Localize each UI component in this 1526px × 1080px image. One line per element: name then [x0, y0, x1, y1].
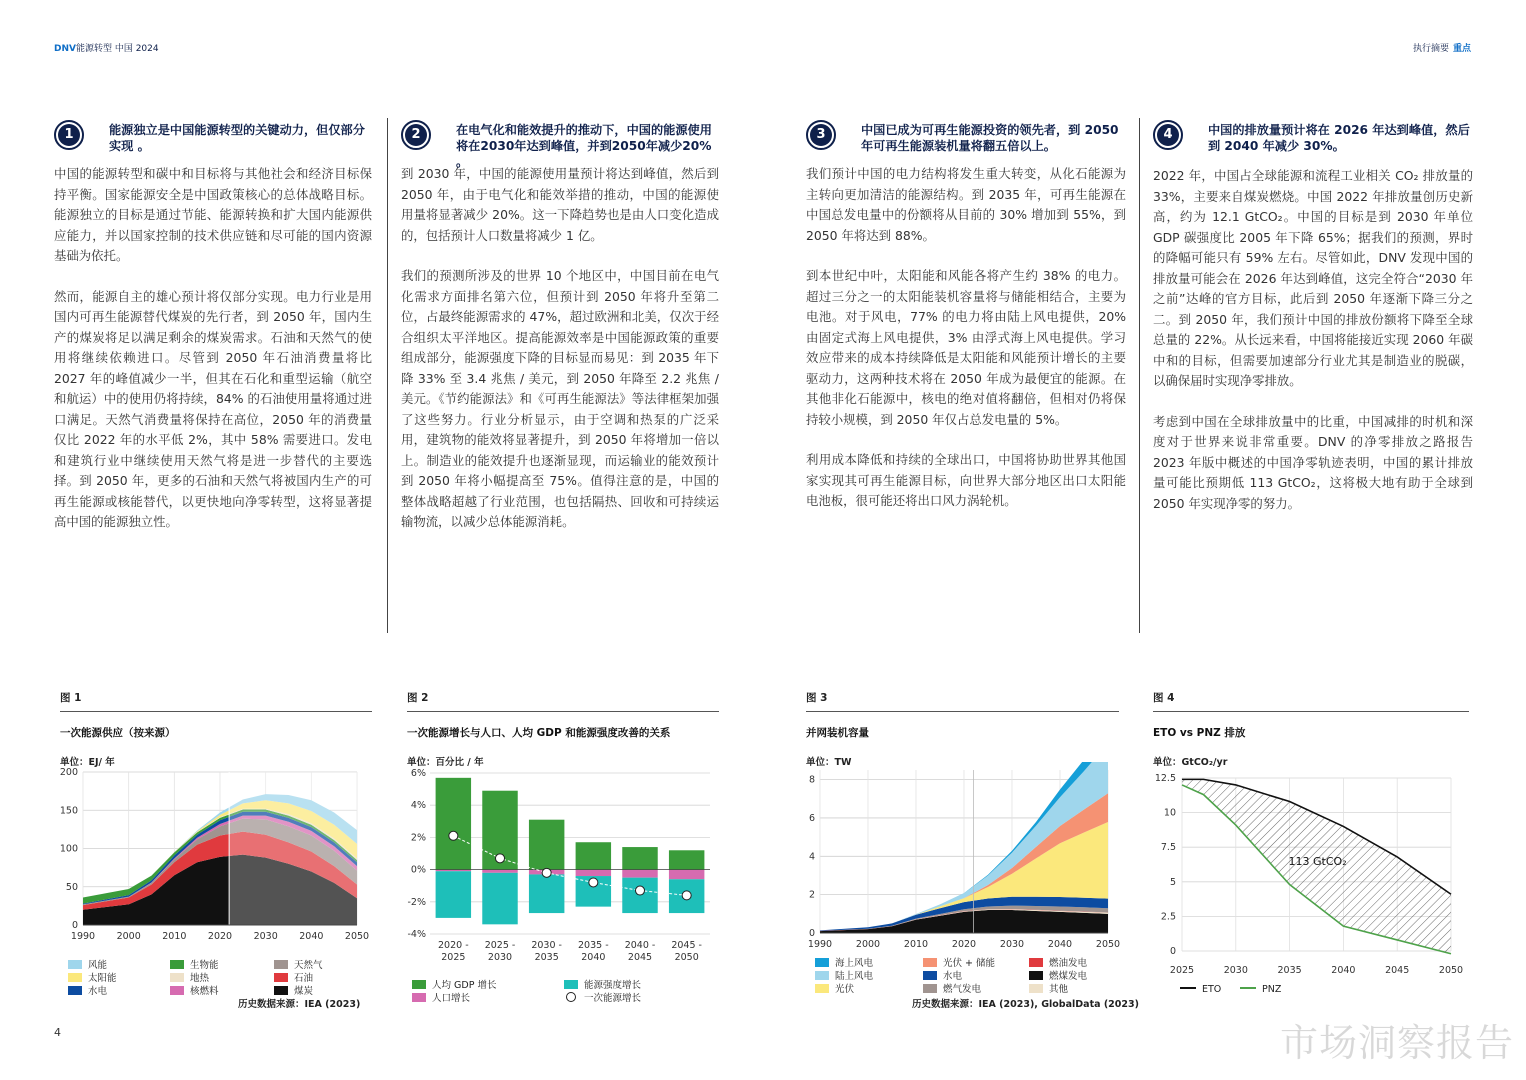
figure-label: 图 4 [1153, 692, 1175, 704]
legend-item: 光伏 [815, 981, 854, 995]
legend-item: 人口增长 [412, 990, 470, 1004]
figure-3 [806, 690, 1119, 768]
x-tick-label: 2045 [1385, 965, 1410, 976]
y-tick-label: 12.5 [1154, 773, 1176, 784]
projection-shade [229, 772, 357, 925]
legend-item: 煤炭 [274, 983, 313, 997]
figure-unit: 单位：EJ/ 年 [60, 757, 115, 768]
key-point-heading: 能源独立是中国能源转型的关键动力，但仅部分实现 。 [109, 123, 365, 153]
y-tick-label: 6% [410, 768, 426, 779]
number-badge: 4 [1153, 120, 1183, 150]
x-tick-label: 2025 - [484, 940, 516, 951]
key-point-4 [1153, 118, 1473, 534]
figure-title: 一次能源供应（按来源） [60, 727, 176, 739]
legend-item: 太阳能 [68, 970, 117, 984]
y-tick-label: 0 [1169, 946, 1176, 957]
legend-item: 光伏 + 储能 [923, 955, 995, 969]
legend-item: 其他 [1029, 981, 1068, 995]
figure-4-legend [1180, 984, 1380, 998]
x-tick-label: 2000 [116, 931, 141, 942]
header-title: DNV能源转型 中国 2024 [54, 44, 159, 54]
legend-item: 生物能 [170, 957, 219, 971]
legend-item: 能源强度增长 [564, 977, 641, 991]
legend-item: 核燃料 [170, 983, 219, 997]
gap-annotation: 113 GtCO₂ [1288, 855, 1347, 869]
x-tick-label: 2020 [207, 931, 233, 942]
y-tick-label: -4% [407, 929, 426, 940]
x-tick-label: 2030 - [531, 940, 562, 951]
y-tick-label: 0 [808, 928, 815, 939]
y-tick-label: 50 [65, 881, 78, 893]
legend-item: 燃煤发电 [1029, 968, 1087, 982]
y-tick-label: 0 [71, 920, 78, 931]
paragraph: 利用成本降低和持续的全球出口，中国将协助世界其他国家实现其可再生能源目标，向世界大部分地区出口太阳能电池板，很可能还将出口风力涡轮机。 [806, 452, 1126, 508]
watermark: 市场洞察报告 [1279, 1021, 1514, 1065]
y-tick-label: 7.5 [1160, 842, 1176, 854]
legend-item: 风能 [68, 957, 107, 971]
x-tick-label: 2050 [344, 931, 370, 942]
y-tick-label: 0% [410, 864, 426, 876]
paragraph: 我们的预测所涉及的世界 10 个地区中，中国目前在电气化需求方面排名第六位，但预计到 2050 年将升至第二位，占最终能源需求的 47%，超过欧洲和北美，仅次于经合组织太平洋地区。提高能源效率是中国能源政策的重要组成部分，能源强度下降的目标显而易见：到 2035 年下降 33% 至 3.4 兆焦 / 美元，到 2050 年降至 2.2 兆焦 / 美元。《节约能源法》和《可再生能源法》等法律框架加强了这些努力。行业分析显示，由于空调和热泵的广泛采用，建筑物的能效将显著提升，到 2050 年将增加一倍以上。制造业的能效提升也逐渐显现，而运输业的能效预计到 2050 年将小幅提高至 75%。值得注意的是，中国的整体战略超越了行业范围，也包括隔热、回收和可持续运输物流，以减少总体能源消耗。 [401, 268, 719, 529]
x-tick-label: 2045 [627, 952, 653, 963]
primary-energy-point [449, 831, 458, 840]
x-tick-label: 2035 - [578, 940, 609, 951]
figure-3-chart [798, 762, 1123, 954]
legend-item: 陆上风电 [815, 968, 873, 982]
area-燃煤发电 [820, 910, 1108, 933]
bar-人均 GDP 增长 [436, 778, 471, 870]
legend-item: 天然气 [274, 957, 323, 971]
figure-3-legend [815, 955, 1125, 995]
y-tick-label: -2% [407, 896, 426, 908]
x-tick-label: 2040 [1047, 939, 1073, 950]
y-tick-label: 200 [59, 767, 78, 778]
x-tick-label: 2040 [1331, 965, 1356, 976]
paragraph: 2022 年，中国占全球能源和流程工业相关 CO₂ 排放量的 33%，主要来自煤炭燃烧。中国 2022 年排放量创历史新高，约为 12.1 GtCO₂。中国的目标是到 2030 年单位 GDP 碳强度比 2005 年下降 65%；据我们的预测，界时的降幅可能只有 59% 左右。尽管如此，DNV 发现中国的排放量可能会在 2026 年达到峰值，这完全符合“2030 年之前”达峰的官方目标，此后到 2050 年逐渐下降三分之二。到 2050 年，我们预计中国的排放份额将下降至全球总量的 22%。从长远来看，中国将能接近实现 2060 年碳中和的目标，但需要加速部分行业尤其是制造业的脱碳，以确保届时实现净零排放。 [1153, 168, 1473, 388]
figure-2 [407, 690, 719, 768]
primary-energy-point [542, 868, 551, 877]
figure-title: ETO vs PNZ 排放 [1153, 727, 1246, 739]
figure-label: 图 3 [806, 692, 828, 704]
x-tick-label: 2050 [674, 952, 699, 963]
bar-人口增长 [622, 870, 657, 878]
paragraph: 中国的能源转型和碳中和目标将与其他社会和经济目标保持平衡。国家能源安全是中国政策核心的总体战略目标。能源独立的目标是通过节能、能源转换和扩大国内能源供应能力，并以国家控制的技术供应链和尽可能的国内资源基础为依托。 [54, 166, 372, 263]
figure-4-chart [1148, 765, 1473, 977]
legend-item: 海上风电 [815, 955, 873, 969]
x-tick-label: 2010 [903, 939, 929, 950]
x-tick-label: 2040 [299, 931, 324, 942]
x-tick-label: 2025 [1169, 965, 1195, 976]
number-badge: 3 [806, 120, 836, 150]
legend-item: 地热 [170, 970, 209, 984]
divider [387, 118, 388, 633]
bar-人口增长 [576, 870, 611, 876]
figure-label: 图 2 [407, 692, 429, 704]
x-tick-label: 2020 - [438, 940, 469, 951]
figure-4 [1153, 690, 1469, 768]
y-tick-label: 4 [808, 851, 815, 863]
x-tick-label: 2025 [441, 952, 466, 963]
key-point-heading: 在电气化和能效提升的推动下，中国的能源使用将在2030年达到峰值，并到2050年减少20% 。 [456, 123, 712, 169]
legend-item: 燃油发电 [1029, 955, 1087, 969]
legend-item: 人均 GDP 增长 [412, 977, 496, 991]
paragraph: 到 2030 年，中国的能源使用量预计将达到峰值，然后到 2050 年，由于电气化和能效举措的推动，中国的能源使用量将显著减少 20%。这一下降趋势也是由人口变化造成的，包括预计人口数量将减少 1 亿。 [401, 166, 719, 243]
bar-人均 GDP 增长 [576, 842, 611, 869]
key-point-2 [401, 118, 719, 553]
figure-1 [60, 690, 372, 768]
y-tick-label: 5 [1169, 876, 1176, 888]
y-tick-label: 8 [808, 774, 815, 786]
key-point-3 [806, 118, 1126, 532]
figure-unit: 单位：TW [806, 757, 852, 768]
x-tick-label: 2050 [1095, 939, 1121, 950]
legend-item: 水电 [68, 983, 107, 997]
primary-energy-point [589, 878, 598, 887]
figure-title: 一次能源增长与人口、人均 GDP 和能源强度改善的关系 [407, 727, 671, 739]
figure-1-source: 历史数据来源：IEA (2023) [238, 999, 361, 1010]
x-tick-label: 2010 [162, 931, 187, 942]
y-tick-label: 100 [59, 843, 78, 855]
figure-3-source: 历史数据来源：IEA (2023), GlobalData (2023) [912, 999, 1139, 1010]
primary-energy-point [496, 854, 505, 863]
x-tick-label: 2020 [951, 939, 977, 950]
header-section: 执行摘要 重点 [1412, 44, 1471, 54]
y-tick-label: 2% [410, 832, 426, 844]
x-tick-label: 2030 [999, 939, 1025, 950]
bar-能源强度增长 [529, 874, 564, 913]
y-tick-label: 10 [1163, 807, 1176, 819]
figure-2-legend [412, 977, 712, 1007]
key-point-heading: 中国的排放量预计将在 2026 年达到峰值，然后到 2040 年减少 30%。 [1208, 123, 1470, 153]
paragraph: 到本世纪中叶，太阳能和风能各将产生约 38% 的电力。超过三分之一的太阳能装机容量将与储能相结合，主要为电池。对于风电，77% 的电力将由陆上风电提供，20% 由固定式海上风电提供，3% 由浮式海上风电提供。学习效应带来的成本持续降低是太阳能和风能预计增长的主要驱动力，这两种技术将在 2050 年成为最便宜的能源。在其他非化石能源中，核电的绝对值将翻倍，但相对仍将保持较小规模，到 2050 年仅占总发电量的 5%。 [806, 268, 1126, 427]
legend-item: ETO [1180, 984, 1221, 995]
bar-人口增长 [482, 870, 517, 873]
figure-2-chart [398, 762, 723, 967]
x-tick-label: 2030 [1223, 965, 1248, 976]
y-tick-label: 150 [59, 805, 78, 817]
x-tick-label: 2030 [487, 952, 513, 963]
figure-title: 并网装机容量 [806, 727, 869, 739]
figure-1-legend [68, 957, 368, 997]
x-tick-label: 2050 [1438, 965, 1464, 976]
x-tick-label: 2040 - [624, 940, 656, 951]
paragraph: 考虑到中国在全球排放量中的比重，中国减排的时机和深度对于世界来说非常重要。DNV 的净零排放之路报告 2023 年版中概述的中国净零轨迹表明，中国的累计排放量可能比预期低 113 GtCO₂，这将极大地有助于全球到 2050 年实现净零的努力。 [1153, 413, 1473, 511]
x-tick-label: 2045 - [671, 940, 702, 951]
bar-人均 GDP 增长 [622, 847, 657, 870]
paragraph: 然而，能源自主的雄心预计将仅部分实现。电力行业是用国内可再生能源替代煤炭的先行者，到 2050 年，国内生产的煤炭将足以满足剩余的煤炭需求。石油和天然气的使用将继续依赖进口。尽管到 2050 年石油消费量将比 2027 年的峰值减少一半，但其在石化和重型运输（航空和航运）中的使用仍将持续，84% 的石油使用量将通过进口满足。天然气消费量将保持在高位，2050 年的消费量仅比 2022 年的水平低 2%，其中 58% 需要进口。发电和建筑行业中继续使用天然气将是进一步替代的主要选择。到 2050 年，更多的石油和天然气将被国内生产的可再生能源或核能替代，以更快地向净零转型，这将显著提高中国的能源独立性。 [54, 288, 372, 529]
bar-能源强度增长 [436, 871, 471, 918]
x-tick-label: 2030 [253, 931, 278, 942]
page-number: 4 [54, 1026, 61, 1039]
figure-unit: 单位：GtCO₂/yr [1153, 757, 1228, 768]
legend-item: 石油 [274, 970, 313, 984]
y-tick-label: 6 [808, 812, 815, 824]
x-tick-label: 1990 [70, 931, 96, 942]
y-tick-label: 2 [808, 889, 815, 901]
figure-1-chart [50, 760, 380, 955]
y-tick-label: 4% [410, 800, 426, 812]
bar-人口增长 [669, 870, 704, 880]
legend-item: 水电 [923, 968, 962, 982]
x-tick-label: 2035 [1277, 965, 1302, 976]
legend-item: 燃气发电 [923, 981, 981, 995]
number-badge: 1 [54, 120, 84, 150]
divider [1139, 118, 1140, 633]
legend-item: PNZ [1240, 984, 1281, 995]
x-tick-label: 2040 [581, 952, 606, 963]
x-tick-label: 2035 [534, 952, 559, 963]
bar-人均 GDP 增长 [529, 820, 564, 870]
y-tick-label: 2.5 [1160, 911, 1176, 923]
primary-energy-point [682, 891, 691, 900]
key-point-heading: 中国已成为可再生能源投资的领先者，到 2050 年可再生能源装机量将翻五倍以上。 [861, 123, 1119, 153]
bar-人均 GDP 增长 [669, 850, 704, 869]
paragraph: 我们预计中国的电力结构将发生重大转变，从化石能源为主转向更加清洁的能源结构。到 2035 年，可再生能源在中国总发电量中的份额将从目前的 30% 增加到 55%，到 2050 年将达到 88%。 [806, 166, 1126, 243]
number-badge: 2 [401, 120, 431, 150]
x-tick-label: 1990 [807, 939, 833, 950]
key-point-1 [54, 118, 372, 553]
figure-label: 图 1 [60, 692, 82, 704]
bar-能源强度增长 [482, 873, 517, 925]
x-tick-label: 2000 [855, 939, 881, 950]
primary-energy-point [636, 886, 645, 895]
figure-unit: 单位：百分比 / 年 [407, 757, 484, 768]
legend-item: 一次能源增长 [564, 990, 641, 1004]
